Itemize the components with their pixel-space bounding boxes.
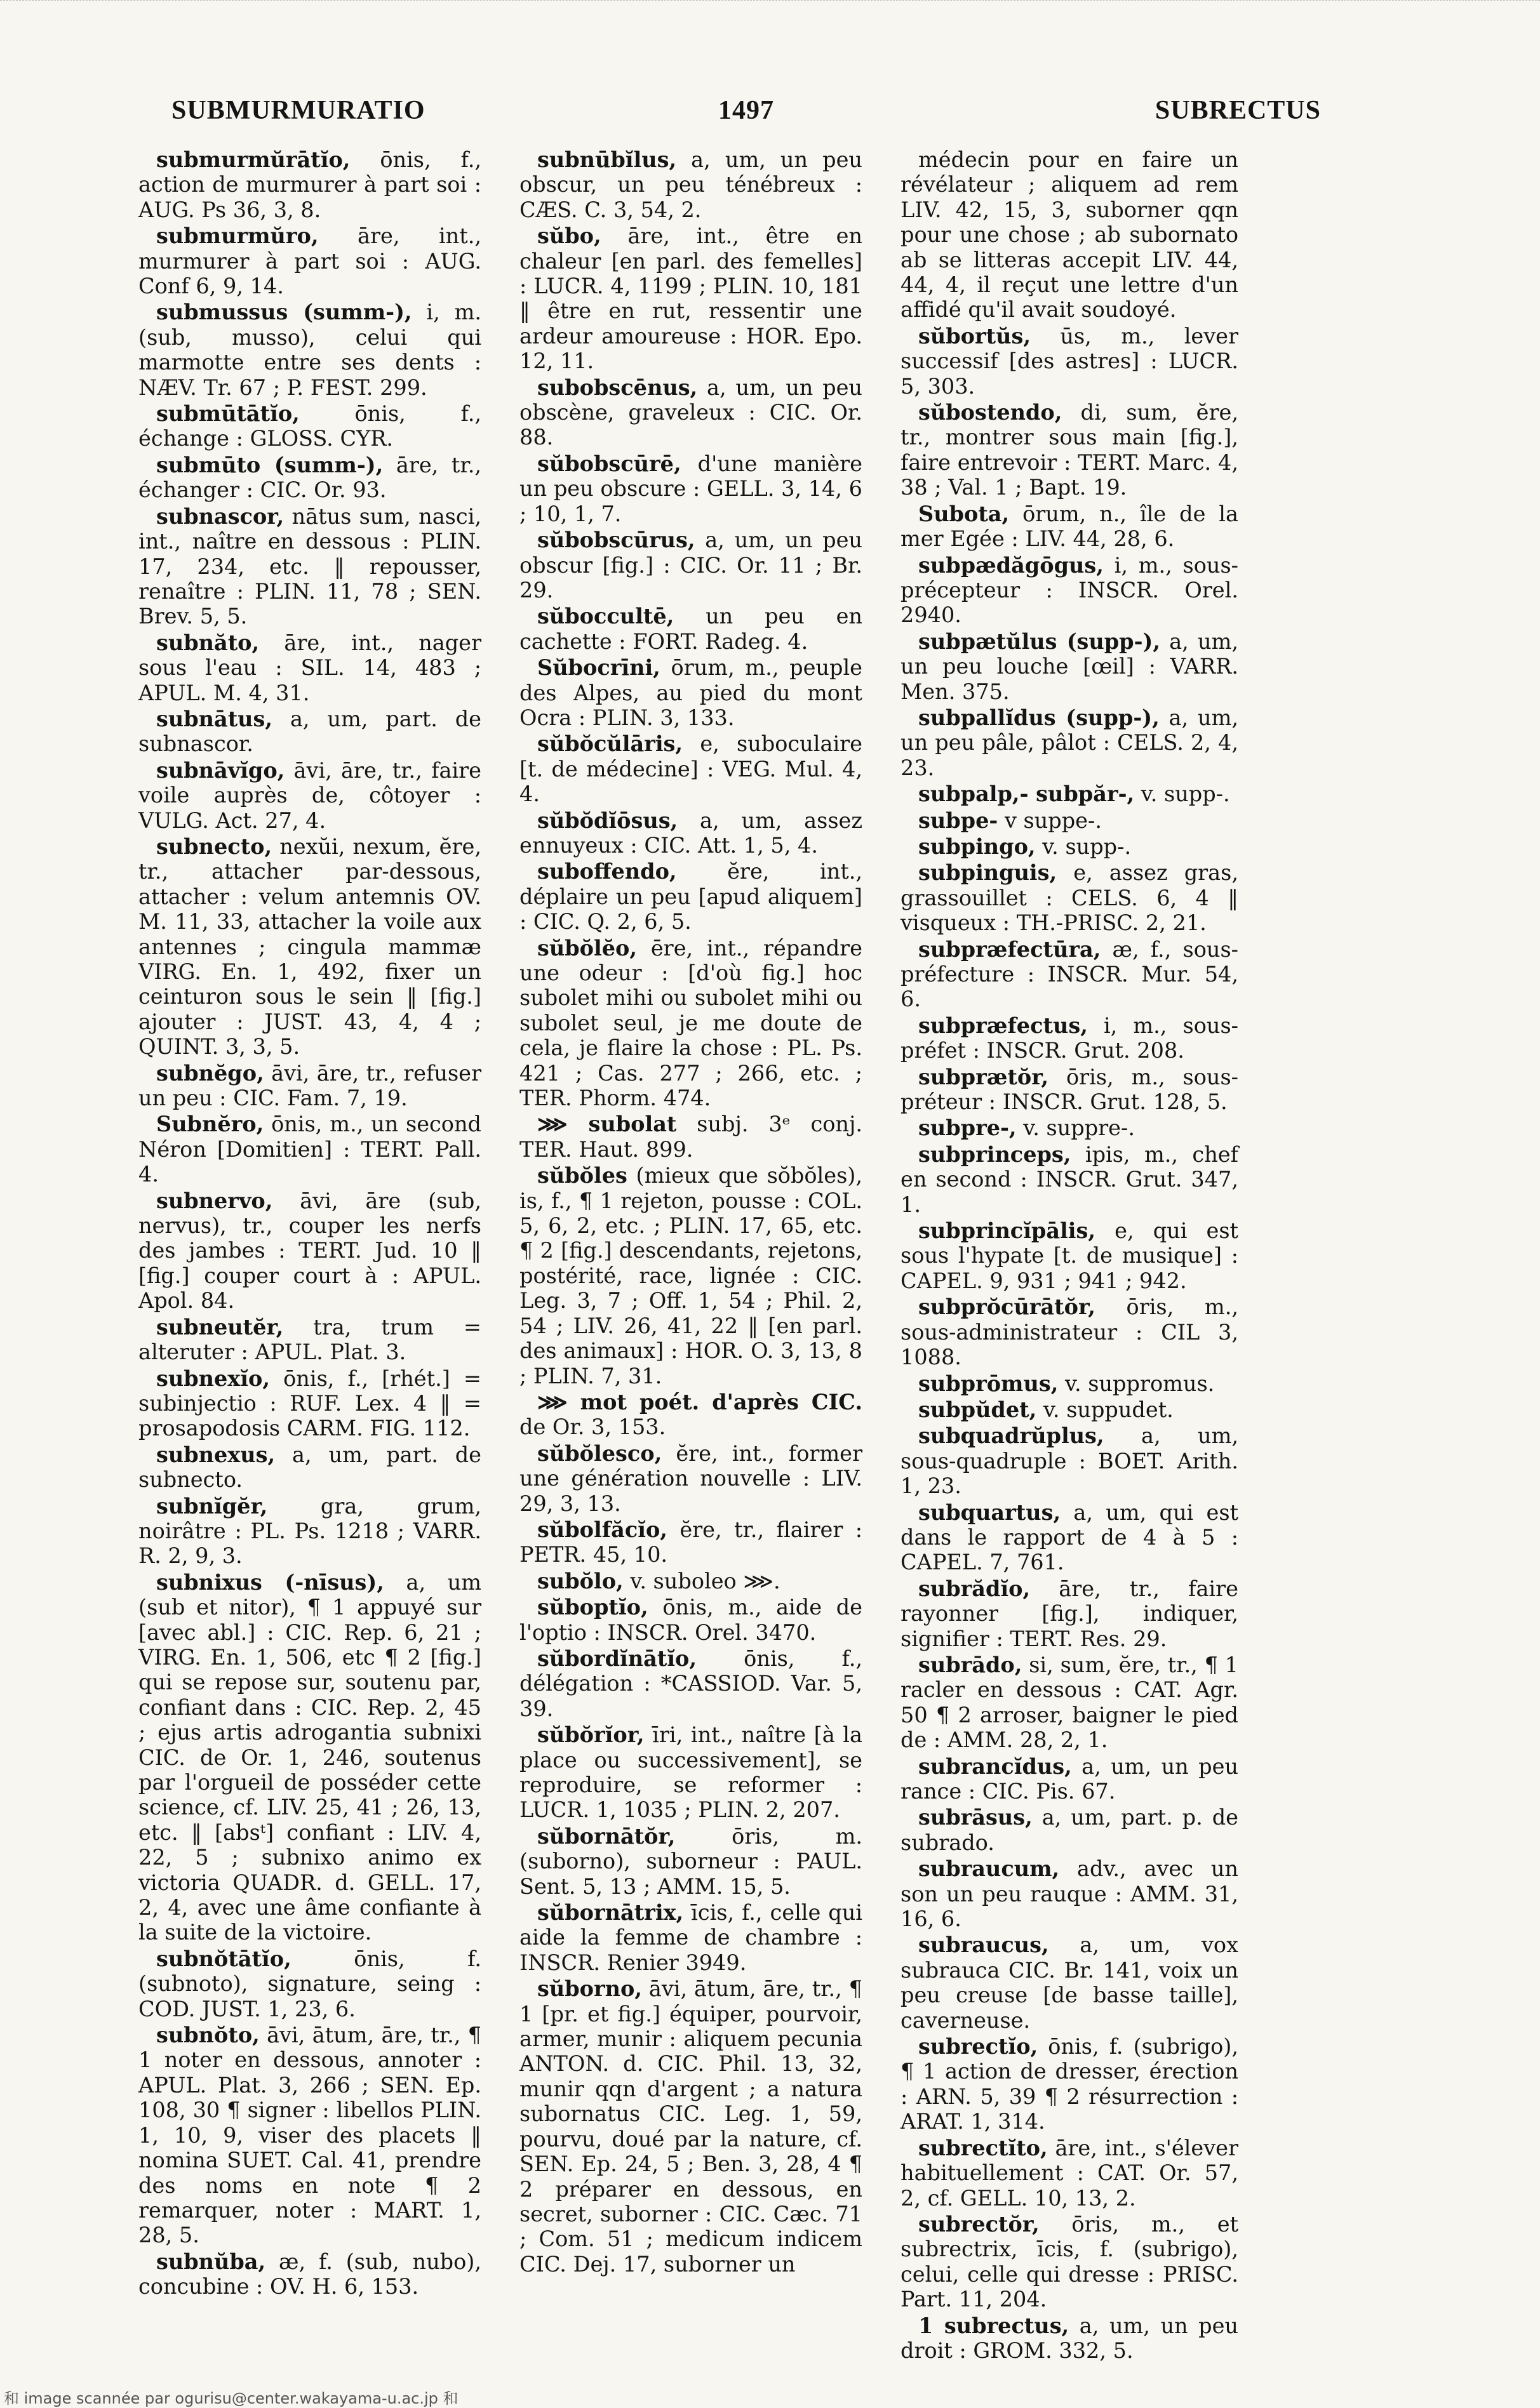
scan-top-edge (0, 0, 1540, 4)
entry-definition: āvi, āre, tr., faire voile auprès de, côtoyer : VULG. Act. 27, 4. (138, 757, 481, 833)
entry-headword: submurmŭrātĭo, (156, 147, 351, 172)
entry-headword: subnŏtātĭo, (156, 1946, 291, 1971)
entry-headword: submūtātĭo, (156, 401, 300, 427)
dictionary-entry (138, 1112, 481, 1187)
entry-headword: Sŭbocrīni, (537, 655, 660, 681)
dictionary-entry (901, 629, 1238, 704)
dictionary-entry (901, 1218, 1238, 1293)
entry-headword: sŭbobscūrus, (537, 528, 695, 553)
entry-definition: āre, int., être en chaleur [en parl. des femelles] : LUCR. 4, 1199 ; PLIN. 10, 181 ‖ être en rut, ressentir une ardeur amoureuse : HOR. Epo. 12, 11. (519, 223, 862, 374)
entry-headword: subraucum, (918, 1856, 1060, 1882)
dictionary-entry (901, 1805, 1238, 1855)
entry-definition: æ, f., sous-préfecture : INSCR. Mur. 54, 6. (901, 936, 1238, 1012)
entry-headword: subquartus, (918, 1500, 1061, 1525)
entry-headword: subrădĭo, (918, 1576, 1031, 1601)
entry-headword: sŭbostendo, (918, 400, 1062, 425)
dictionary-entry (901, 1423, 1238, 1498)
dictionary-entry (901, 553, 1238, 628)
entry-headword: sŭbo, (537, 223, 601, 249)
entry-definition: a, um (sub et nitor), ¶ 1 appuyé sur [avec abl.] : CIC. Rep. 6, 21 ; VIRG. En. 1, 506, etc ¶ 2 [fig.] qui se repose sur, soutenu par, confiant dans : CIC. Rep. 2, 45 ; ejus artis adrogantia subnixi CIC. de Or. 1, 246, soutenus par l'orgueil de posséder cette science, cf. LIV. 25, 41 ; 26, 13, etc. ‖ [absᵗ] confiant : LIV. 4, 22, 5 ; subnixo animo ex victoria QUADR. d. GELL. 17, 2, 4, avec une âme confiante à la suite de la victoire. (138, 1569, 482, 1945)
entry-headword: subpædăgōgus, (918, 552, 1104, 578)
entry-headword: subrancĭdus, (918, 1753, 1072, 1779)
entry-definition: i, m., sous-préfet : INSCR. Grut. 208. (901, 1013, 1238, 1063)
entry-headword: subprōmus, (918, 1371, 1059, 1396)
entry-headword: subpætŭlus (supp-), (918, 629, 1161, 654)
entry-headword: subpræfectus, (918, 1013, 1088, 1038)
header-last-word: SUBRECTUS (1155, 96, 1321, 125)
entry-headword: submūto (summ-), (156, 452, 384, 477)
entry-definition: si, sum, ĕre, tr., ¶ 1 racler en dessous : CAT. Agr. 50 ¶ 2 arroser, baigner le pied de : AMM. 28, 2, 1. (901, 1652, 1238, 1753)
entry-headword: subnĭgĕr, (156, 1493, 268, 1519)
dictionary-entry (901, 937, 1238, 1012)
entry-headword: subnexĭo, (156, 1366, 271, 1391)
entry-definition: ĕre, tr., flairer : PETR. 45, 10. (519, 1517, 862, 1567)
dictionary-entry (901, 782, 1238, 806)
entry-definition: di, sum, ĕre, tr., montrer sous main [fig.], faire entrevoir : TERT. Marc. 4, 38 ; Val. 1 ; Bapt. 19. (901, 400, 1238, 500)
dictionary-entry (138, 2023, 481, 2248)
entry-definition: ōrum, n., île de la mer Egée : LIV. 44, 28, 6. (901, 501, 1238, 552)
dictionary-entry (138, 1570, 481, 1945)
entry-definition: e, suboculaire [t. de médecine] : VEG. Mul. 4, 4. (519, 731, 862, 807)
dictionary-entry (901, 1932, 1238, 2033)
entry-headword: subnixus (-nīsus), (156, 1569, 384, 1595)
column-right (901, 147, 1239, 2363)
dictionary-entry (138, 1061, 481, 1111)
dictionary-entry (901, 1013, 1238, 1063)
entry-definition: un peu en cachette : FORT. Radeg. 4. (519, 604, 862, 654)
entry-definition: gra, grum, noirâtre : PL. Ps. 1218 ; VARR. R. 2, 9, 3. (138, 1493, 481, 1569)
entry-headword: subneutĕr, (156, 1314, 284, 1340)
entry-definition: i, m., sous-précepteur : INSCR. Orel. 2940. (901, 552, 1238, 628)
entry-headword: subnervo, (156, 1188, 273, 1213)
dictionary-entry (138, 1946, 481, 2021)
dictionary-entry (901, 147, 1238, 323)
entry-definition: ōnis, f., échange : GLOSS. CYR. (138, 401, 481, 451)
entry-definition: āvi, ātum, āre, tr., ¶ 1 noter en dessous, annoter : APUL. Plat. 3, 266 ; SEN. Ep. 108, 30 ¶ signer : libellos PLIN. 1, 10, 9, viser des placets ‖ nomina SUET. Cal. 41, prendre des noms en note ¶ 2 remarquer, noter : MART. 1, 28, 5. (138, 2023, 481, 2248)
entry-definition: v. supp-. (1134, 782, 1230, 807)
entry-headword: sŭborno, (537, 1976, 642, 2002)
entry-definition: āre, tr., faire rayonner [fig.], indiquer, signifier : TERT. Res. 29. (901, 1576, 1238, 1651)
entry-definition: de Or. 3, 153. (519, 1414, 666, 1440)
entry-definition: ōris, m., et subrectrix, īcis, f. (subrigo), celui, celle qui dresse : PRISC. Part. 11, 204. (901, 2211, 1238, 2312)
entry-definition: e, assez gras, grassouillet : CELS. 6, 4 ‖ visqueux : TH.-PRISC. 2, 21. (901, 860, 1238, 936)
entry-headword: subpre-, (918, 1115, 1017, 1141)
entry-headword: ⋙ subolat (537, 1112, 677, 1137)
entry-headword: subnŭba, (156, 2249, 266, 2274)
dictionary-entry (519, 655, 862, 730)
dictionary-entry (901, 705, 1238, 780)
entry-headword: subpe- (918, 808, 998, 833)
entry-headword: Subota, (918, 501, 1010, 526)
dictionary-entry (519, 1722, 862, 1823)
entry-definition: (mieux que sŏbŏles), is, f., ¶ 1 rejeton, pousse : COL. 5, 6, 2, etc. ; PLIN. 17, 65, etc. ¶ 2 [fig.] descendants, rejetons, postérité, race, lignée : CIC. Leg. 3, 7 ; Off. 1, 54 ; Phil. 2, 54 ; LIV. 26, 41, 22 ‖ [en parl. des animaux] : HOR. O. 3, 13, 8 ; PLIN. 7, 31. (519, 1163, 862, 1388)
dictionary-entry (519, 1390, 862, 1440)
entry-headword: sŭbobscūrē, (537, 451, 681, 476)
dictionary-entry (519, 528, 862, 602)
entry-headword: subpræfectūra, (918, 936, 1101, 962)
dictionary-entry (519, 1441, 862, 1516)
dictionary-entry (901, 1142, 1238, 1217)
entry-headword: sŭbortŭs, (918, 323, 1031, 349)
dictionary-entry (519, 1112, 862, 1162)
entry-definition: īri, int., naître [à la place ou successivement], se reproduire, se reformer : LUCR. 1, 1035 ; PLIN. 2, 207. (519, 1722, 862, 1823)
entry-definition: a, um, sous-quadruple : BOET. Arith. 1, 23. (901, 1423, 1238, 1499)
entry-headword: subnātus, (156, 706, 273, 731)
entry-definition: tra, trum = alteruter : APUL. Plat. 3. (138, 1314, 481, 1365)
entry-headword: subŏlo, (537, 1568, 624, 1593)
dictionary-entry (901, 1500, 1238, 1575)
entry-definition: i, m. (sub, musso), celui qui marmotte entre ses dents : NÆV. Tr. 67 ; P. FEST. 299. (138, 300, 482, 400)
dictionary-entry (901, 1754, 1238, 1804)
entry-headword: subnĕgo, (156, 1060, 264, 1086)
entry-definition: a, um, un peu droit : GROM. 332, 5. (901, 2313, 1239, 2363)
dictionary-entry (138, 1315, 481, 1365)
entry-definition: médecin pour en faire un révélateur ; aliquem ad rem LIV. 42, 15, 3, suborner qqn pour une chose ; ab subornato ab se litteras accepit LIV. 44, 44, 4, il reçut une lettre d'un affidé qu'il avait soudoyé. (901, 147, 1238, 323)
dictionary-entry (519, 1646, 862, 1721)
entry-headword: subprŏcūrātŏr, (918, 1294, 1095, 1320)
entry-definition: a, um, un peu pâle, pâlot : CELS. 2, 4, 23. (901, 705, 1238, 780)
dictionary-entry (138, 1442, 481, 1493)
entry-definition: āre, int., murmurer à part soi : AUG. Conf 6, 9, 14. (138, 223, 481, 299)
entry-headword: sŭbŏles (537, 1163, 627, 1188)
entry-headword: submurmŭro, (156, 223, 319, 249)
entry-headword: 1 subrectus, (918, 2313, 1069, 2338)
entry-definition: ōnis, f. (subnoto), signature, seing : COD. JUST. 1, 23, 6. (138, 1946, 481, 2021)
dictionary-entry (901, 2212, 1238, 2312)
dictionary-entry (901, 808, 1238, 833)
dictionary-entry (519, 1595, 862, 1645)
entry-headword: Subnĕro, (156, 1112, 264, 1137)
dictionary-entry (138, 300, 481, 400)
header-first-word: SUBMURMURATIO (171, 96, 425, 125)
entry-definition: v. supp-. (1035, 834, 1132, 859)
entry-definition: āvi, āre, tr., refuser un peu : CIC. Fam. 7, 19. (138, 1060, 481, 1111)
entry-headword: subquadrŭplus, (918, 1423, 1104, 1449)
dictionary-entry (519, 1163, 862, 1388)
dictionary-entry (901, 1653, 1238, 1753)
dictionary-entry (519, 375, 862, 450)
dictionary-entry (519, 1517, 862, 1567)
entry-definition: a, um, qui est dans le rapport de 4 à 5 : CAPEL. 7, 761. (901, 1500, 1238, 1575)
entry-definition: ōrum, m., peuple des Alpes, au pied du mont Ocra : PLIN. 3, 133. (519, 655, 862, 730)
running-header (171, 95, 1321, 140)
entry-definition: ōris, m., sous-préteur : INSCR. Grut. 128, 5. (901, 1064, 1238, 1115)
dictionary-entry (901, 400, 1238, 500)
entry-headword: ⋙ mot poét. d'après CIC. (537, 1389, 862, 1414)
entry-headword: subrectĭo, (918, 2034, 1038, 2059)
entry-headword: subnexus, (156, 1442, 276, 1467)
entry-headword: sŭbornātrix, (537, 1900, 684, 1926)
column-middle (519, 147, 862, 2318)
dictionary-entry (519, 1824, 862, 1899)
dictionary-entry (901, 860, 1238, 935)
entry-definition: a, um, un peu obscène, graveleux : CIC. Or. 88. (519, 375, 862, 450)
dictionary-entry (138, 2249, 481, 2299)
entry-headword: sŭbŏlesco, (537, 1440, 662, 1466)
entry-definition: ōnis, m., un second Néron [Domitien] : TERT. Pall. 4. (138, 1112, 481, 1187)
entry-headword: subpŭdet, (918, 1397, 1037, 1422)
entry-definition: ĕre, int., déplaire un peu [apud aliquem] : CIC. Q. 2, 6, 5. (519, 859, 862, 935)
entry-definition: ipis, m., chef en second : INSCR. Grut. 347, 1. (901, 1141, 1238, 1217)
entry-headword: sŭbordĭnātĭo, (537, 1646, 697, 1671)
dictionary-entry (901, 1371, 1238, 1396)
entry-headword: sŭbŏlĕo, (537, 935, 638, 961)
entry-definition: nexŭi, nexum, ĕre, tr., attacher par-dessous, attacher : velum antemnis OV. M. 11, 33, attacher la voile aux antennes ; cingula mammæ VIRG. En. 1, 492, fixer un ceinturon sous le sein ‖ [fig.] ajouter : JUST. 43, 4, 4 ; QUINT. 3, 3, 5. (138, 834, 481, 1060)
dictionary-entry (519, 731, 862, 806)
dictionary-entry (138, 1366, 481, 1441)
entry-headword: sŭbornātŏr, (537, 1823, 676, 1849)
dictionary-entry (519, 604, 862, 654)
dictionary-entry (138, 758, 481, 833)
entry-definition: ōnis, f. (subrigo), ¶ 1 action de dresser, érection : ARN. 5, 39 ¶ 2 résurrection : ARAT. 1, 314. (901, 2034, 1238, 2134)
entry-definition: ēre, int., répandre une odeur : [d'où fig.] hoc subolet mihi ou subolet mihi ou subolet seul, je me doute de cela, je flaire la chose : PL. Ps. 421 ; Cas. 277 ; 266, etc. ; TER. Phorm. 474. (519, 935, 862, 1111)
entry-definition: āre, int., s'élever habituellement : CAT. Or. 57, 2, cf. GELL. 10, 13, 2. (901, 2135, 1238, 2211)
entry-definition: īcis, f., celle qui aide la femme de chambre : INSCR. Renier 3949. (519, 1900, 862, 1975)
entry-headword: sŭbolfăcĭo, (537, 1517, 667, 1542)
entry-definition: ōnis, f., action de murmurer à part soi : AUG. Ps 36, 3, 8. (138, 147, 481, 222)
entry-headword: subpalp,- subpăr-, (918, 782, 1135, 807)
dictionary-entry (519, 1976, 862, 2277)
dictionary-entry (138, 147, 481, 222)
dictionary-entry (138, 453, 481, 503)
entry-definition: v. suppudet. (1036, 1397, 1174, 1422)
entry-definition: nātus sum, nasci, int., naître en dessous : PLIN. 17, 234, etc. ‖ repousser, renaître : PLIN. 11, 78 ; SEN. Brev. 5, 5. (138, 503, 481, 629)
dictionary-entry (519, 936, 862, 1111)
entry-definition: æ, f. (sub, nubo), concubine : OV. H. 6, 153. (138, 2249, 481, 2299)
entry-headword: subrāsus, (918, 1805, 1033, 1830)
entry-headword: subrectĭto, (918, 2135, 1048, 2160)
dictionary-entry (901, 2313, 1238, 2364)
entry-headword: subnascor, (156, 503, 285, 529)
dictionary-entry (138, 401, 481, 451)
entry-definition: āvi, āre (sub, nervus), tr., couper les nerfs des jambes : TERT. Jud. 10 ‖ [fig.] couper court à : APUL. Apol. 84. (138, 1188, 481, 1314)
entry-headword: subrādo, (918, 1652, 1022, 1677)
entry-headword: subnāvĭgo, (156, 757, 285, 783)
dictionary-entry (901, 324, 1238, 399)
entry-definition: v. suboleo ⋙. (623, 1568, 780, 1593)
scan-credit: 和 image scannée par ogurisu@center.wakayama-u.ac.jp 和 (4, 2390, 459, 2407)
entry-definition: āre, int., nager sous l'eau : SIL. 14, 483 ; APUL. M. 4, 31. (138, 630, 481, 705)
entry-definition: ōnis, f., délégation : *CASSIOD. Var. 5, 39. (519, 1646, 862, 1721)
entry-headword: sŭboccultē, (537, 604, 674, 629)
entry-headword: subprincĭpālis, (918, 1218, 1096, 1244)
entry-headword: subnŏto, (156, 2023, 260, 2048)
entry-definition: d'une manière un peu obscure : GELL. 3, 14, 6 ; 10, 1, 7. (519, 451, 862, 526)
entry-headword: subobscēnus, (537, 375, 698, 400)
dictionary-entry (901, 2136, 1238, 2211)
page-number: 1497 (718, 96, 774, 125)
dictionary-entry (901, 1065, 1238, 1115)
dictionary-entry (519, 1900, 862, 1975)
dictionary-entry (519, 808, 862, 858)
entry-definition: a, um, assez ennuyeux : CIC. Att. 1, 5, 4. (519, 808, 862, 858)
dictionary-entry (901, 2034, 1238, 2134)
entry-definition: ūs, m., lever successif [des astres] : LUCR. 5, 303. (901, 323, 1238, 399)
dictionary-entry (901, 1397, 1238, 1422)
entry-headword: subraucus, (918, 1932, 1049, 1958)
entry-headword: subnecto, (156, 834, 272, 859)
dictionary-entry (519, 1569, 862, 1593)
dictionary-entry (519, 451, 862, 526)
entry-definition: e, qui est sous l'hypate [t. de musique] : CAPEL. 9, 931 ; 941 ; 942. (901, 1218, 1238, 1293)
entry-definition: v suppe-. (998, 808, 1102, 833)
dictionary-entry (138, 630, 481, 705)
entry-headword: subrectŏr, (918, 2211, 1040, 2237)
entry-headword: subprætŏr, (918, 1064, 1049, 1089)
dictionary-entry (138, 1188, 481, 1314)
dictionary-entry (901, 834, 1238, 859)
entry-headword: sŭbŏrĭor, (537, 1722, 645, 1748)
entry-headword: subnūbĭlus, (537, 147, 677, 172)
entry-definition: a, um, vox subrauca CIC. Br. 141, voix un peu creuse [de basse taille], caverneuse. (901, 1932, 1238, 2033)
entry-headword: suboffendo, (537, 859, 677, 884)
dictionary-entry (519, 223, 862, 373)
entry-definition: v. suppromus. (1058, 1371, 1215, 1396)
entry-definition: ĕre, int., former une génération nouvelle : LIV. 29, 3, 13. (519, 1440, 862, 1516)
dictionary-entry (138, 707, 481, 757)
entry-definition: a, um, part. p. de subrado. (901, 1805, 1238, 1855)
dictionary-entry (901, 502, 1238, 552)
dictionary-entry (901, 1294, 1238, 1369)
dictionary-entry (519, 147, 862, 222)
entry-headword: subpallĭdus (supp-), (918, 705, 1160, 730)
entry-headword: sŭboptĭo, (537, 1595, 648, 1620)
entry-definition: v. suppre-. (1016, 1115, 1135, 1141)
entry-definition: ōnis, m., aide de l'optio : INSCR. Orel. 3470. (519, 1595, 862, 1645)
entry-definition: a, um, un peu louche [œil] : VARR. Men. 375. (901, 629, 1238, 704)
dictionary-entry (901, 1115, 1238, 1140)
entry-definition: ōris, m., sous-administrateur : CIL 3, 1088. (901, 1294, 1238, 1370)
dictionary-entry (138, 223, 481, 298)
entry-definition: āre, tr., échanger : CIC. Or. 93. (138, 452, 481, 503)
entry-headword: subnăto, (156, 630, 260, 655)
entry-headword: subpingo, (918, 834, 1036, 859)
entry-definition: a, um, un peu obscur [fig.] : CIC. Or. 11 ; Br. 29. (519, 528, 862, 602)
dictionary-entry (138, 504, 481, 629)
dictionary-entry (901, 1576, 1238, 1651)
dictionary-entry (901, 1856, 1238, 1931)
entry-definition: a, um, un peu rance : CIC. Pis. 67. (901, 1753, 1238, 1804)
column-left (138, 147, 481, 2318)
dictionary-entry (138, 834, 481, 1060)
entry-headword: subpinguis, (918, 860, 1057, 886)
entry-definition: a, um, part. de subnecto. (138, 1442, 481, 1493)
dictionary-entry (138, 1494, 481, 1569)
entry-definition: a, um, part. de subnascor. (138, 706, 481, 757)
entry-definition: subj. 3ᵉ conj. TER. Haut. 899. (519, 1112, 863, 1162)
dictionary-entry (519, 859, 862, 934)
entry-definition: ōnis, f., [rhét.] = subinjectio : RUF. Lex. 4 ‖ = prosapodosis CARM. FIG. 112. (138, 1366, 481, 1441)
entry-definition: adv., avec un son un peu rauque : AMM. 31, 16, 6. (901, 1856, 1238, 1932)
entry-definition: a, um, un peu obscur, un peu ténébreux : CÆS. C. 3, 54, 2. (519, 147, 862, 222)
entry-headword: subprinceps, (918, 1141, 1071, 1167)
entry-definition: āvi, ātum, āre, tr., ¶ 1 [pr. et fig.] équiper, pourvoir, armer, munir : aliquem pecunia ANTON. d. CIC. Phil. 13, 32, munir qqn d'argent ; a natura subornatus CIC. Leg. 1, 59, pourvu, doué par la nature, cf. SEN. Ep. 24, 5 ; Ben. 3, 28, 4 ¶ 2 préparer en dessous, en secret, suborner : CIC. Cæc. 71 ; Com. 51 ; medicum indicem CIC. Dej. 17, suborner un (519, 1976, 862, 2277)
entry-headword: submussus (summ-), (156, 300, 412, 325)
entry-definition: ōris, m. (suborno), suborneur : PAUL. Sent. 5, 13 ; AMM. 15, 5. (519, 1823, 862, 1899)
entry-headword: sŭbŏcŭlāris, (537, 731, 683, 757)
entry-headword: sŭbŏdĭōsus, (537, 808, 678, 833)
